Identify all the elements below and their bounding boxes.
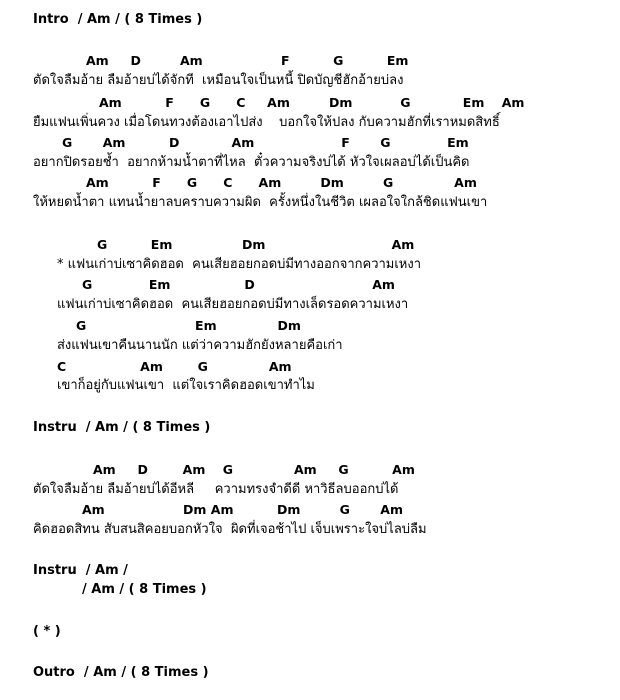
chorus-lyric-2: แฟนเก่าบ่เซาคิดฮอด คนเสียฮอยกอดบ่มีทางเล็ดรอดความเหงา: [57, 297, 409, 312]
chorus-chords-1: G Em Dm Am: [97, 237, 415, 252]
chorus-lyric-1: * แฟนเก่าบ่เซาคิดฮอด คนเสียฮอยกอดบ่มีทางออกจากความเหงา: [57, 257, 422, 272]
intro-line: Intro / Am / ( 8 Times ): [33, 12, 203, 27]
chorus-chords-4: C Am G Am: [57, 359, 292, 374]
chorus-lyric-4: เขาก็อยู่กับแฟนเขา แต่ใจเราคิดฮอดเขาทำไม: [57, 378, 315, 393]
outro-line: Outro / Am / ( 8 Times ): [33, 665, 209, 680]
verse2-lyric-2: คิดฮอดสิทน สับสนสิคอยบอกหัวใจ ผิดที่เจอช้าไป เจ็บเพราะใจบ่ไลบ่ลืม: [33, 522, 427, 537]
chorus-chords-3: G Em Dm: [76, 318, 301, 333]
verse1-chords-4: Am F G C Am Dm G Am: [86, 175, 477, 190]
verse1-chords-1: Am D Am F G Em: [86, 53, 409, 68]
verse2-chords-1: Am D Am G Am G Am: [93, 462, 415, 477]
verse1-chords-3: G Am D Am F G Em: [62, 135, 469, 150]
verse2-lyric-1: ตัดใจลืมอ้าย ลืมอ้ายบ่ได้อีหลี ความทรงจำดีดี หาวิธีลบออกบ่ได้: [33, 482, 399, 497]
verse1-lyric-1: ตัดใจลืมอ้าย ลืมอ้ายบ่ได้จักที เหมือนใจเป็นหนี้ ปิดบัญชีฮักอ้ายบ่ลง: [33, 73, 404, 88]
instru-line-1: Instru / Am / ( 8 Times ): [33, 420, 211, 435]
verse1-chords-2: Am F G C Am Dm G Em Am: [99, 95, 525, 110]
instru-line-2b: / Am / ( 8 Times ): [82, 582, 207, 597]
instru-line-2a: Instru / Am /: [33, 563, 128, 578]
chorus-lyric-3: ส่งแฟนเขาคืนนานนัก แต่ว่าความฮักยังหลายคือเก่า: [57, 338, 343, 353]
verse1-lyric-2: ยืมแฟนเพิ่นควง เมื่อโดนทวงต้องเอาไปส่ง บอกใจให้ปลง กับความฮักที่เราหมดสิทธิ์: [33, 115, 500, 130]
chorus-chords-2: G Em D Am: [82, 277, 395, 292]
verse1-lyric-3: อยากปิดรอยช้ำ อยากห้ามน้ำตาที่ไหล ตั๋วความจริงบ่ได้ หัวใจเผลอบ่ได้เป็นคิด: [33, 155, 470, 170]
verse2-chords-2: Am Dm Am Dm G Am: [82, 502, 403, 517]
verse1-lyric-4: ให้หยดน้ำตา แทนน้ำยาลบคราบความผิด ครั้งหนึ่งในชีวิต เผลอใจใกล้ชิดแฟนเขา: [33, 195, 488, 210]
repeat-chorus-marker: ( * ): [33, 624, 61, 639]
